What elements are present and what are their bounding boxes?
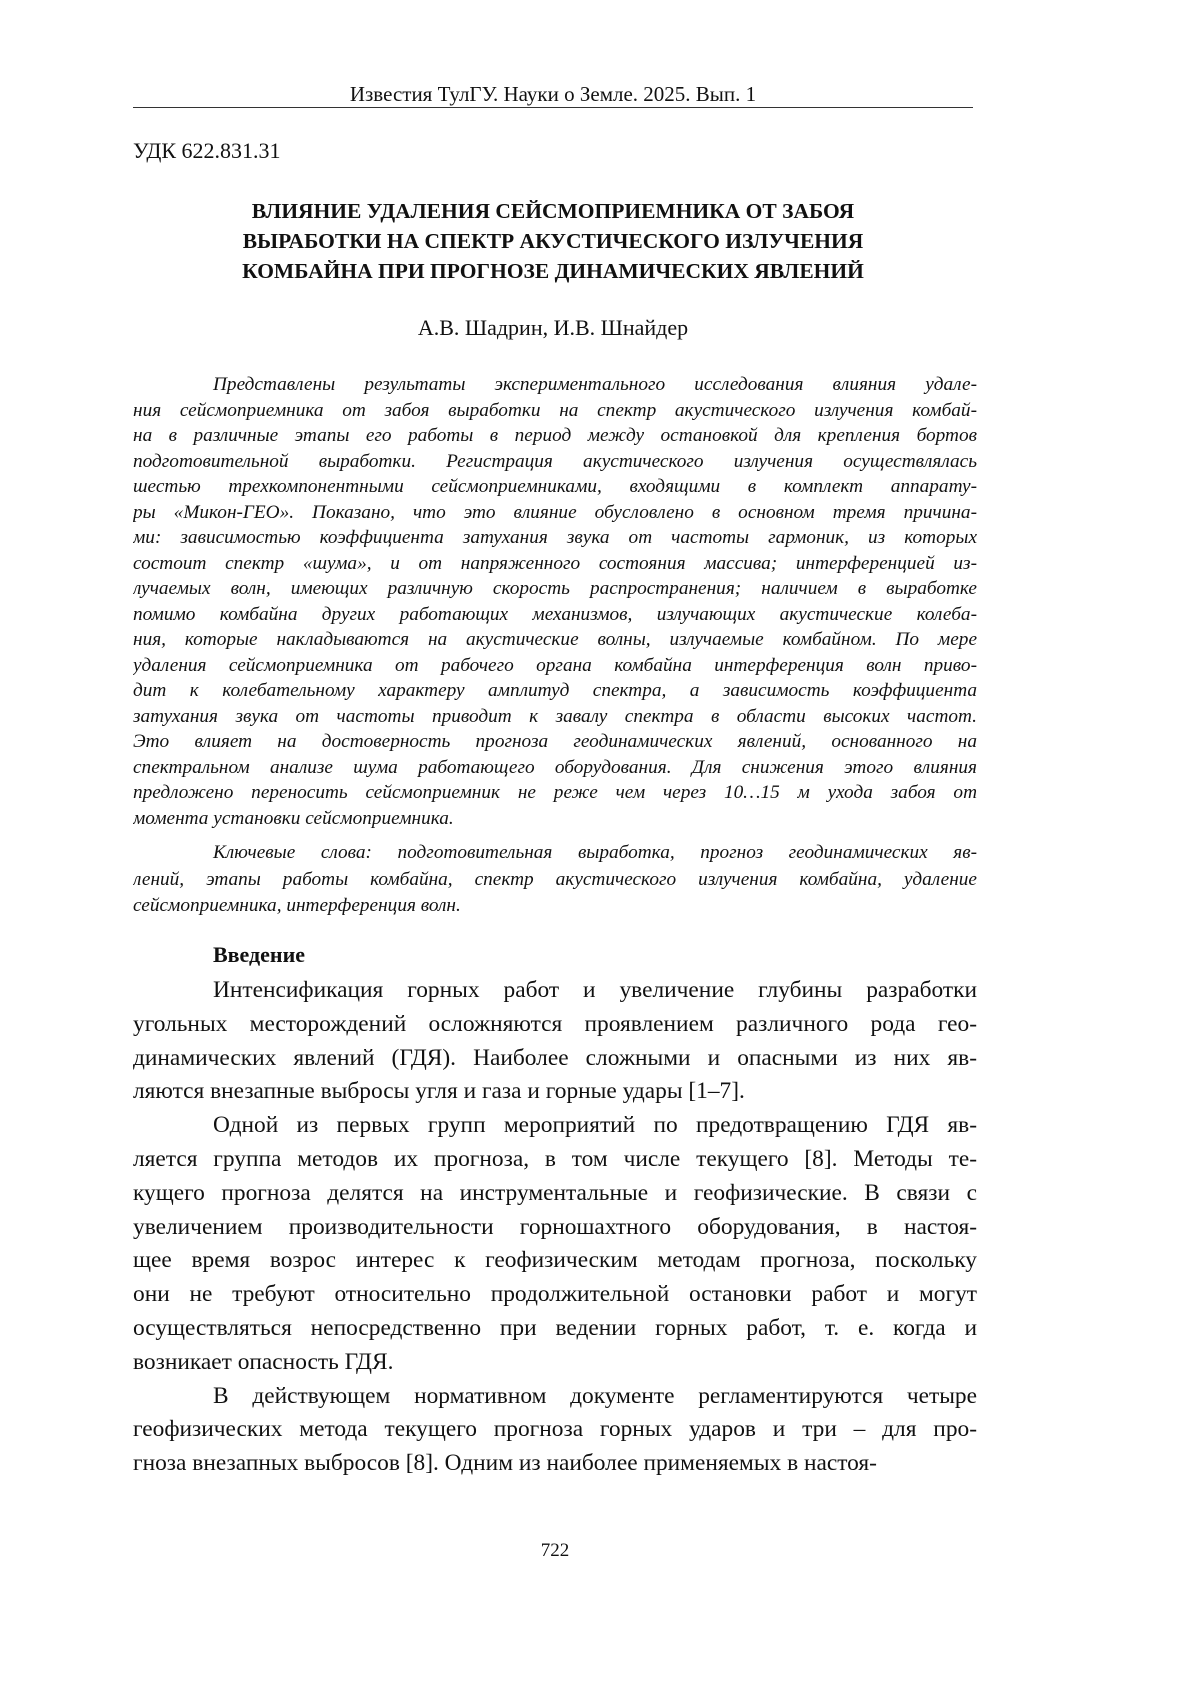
- abstract-line: Это влияет на достоверность прогноза геодинамических явлений, основанного на: [133, 731, 977, 752]
- paragraph: [133, 1109, 977, 1379]
- running-header: Известия ТулГУ. Науки о Земле. 2025. Вып. 1: [349, 82, 757, 106]
- abstract-line: ния сейсмоприемника от забоя выработки на спектр акустического излучения комбай-: [133, 399, 977, 421]
- abstract-line: Представлены результаты экспериментального исследования влияния удале-: [213, 374, 977, 395]
- paragraph: [133, 1380, 977, 1481]
- paragraph: [133, 974, 977, 1109]
- page-number: 722: [540, 1540, 570, 1561]
- paragraph-line: кущего прогноза делятся на инструментальные и геофизические. В связи с: [133, 1179, 977, 1206]
- title-line: ВЫРАБОТКИ НА СПЕКТР АКУСТИЧЕСКОГО ИЗЛУЧЕНИЯ: [242, 229, 864, 253]
- title-line: ВЛИЯНИЕ УДАЛЕНИЯ СЕЙСМОПРИЕМНИКА ОТ ЗАБОЯ: [251, 199, 855, 223]
- paragraph-line: они не требуют относительно продолжительной остановки работ и могут: [133, 1281, 977, 1308]
- authors: А.В. Шадрин, И.В. Шнайдер: [417, 315, 689, 340]
- abstract-line: ми: зависимостью коэффициента затухания звука от частоты гармоник, из которых: [133, 527, 977, 548]
- paragraph-line: ляются внезапные выбросы угля и газа и горные удары [1–7].: [133, 1078, 745, 1105]
- abstract-line: состоит спектр «шума», и от напряженного состояния массива; интерференцией из-: [133, 552, 977, 574]
- abstract-line: затухания звука от частоты приводит к завалу спектра в области высоких частот.: [133, 705, 977, 727]
- abstract-line: удаления сейсмоприемника от рабочего органа комбайна интерференция волн приво-: [133, 654, 977, 676]
- abstract: [133, 372, 977, 831]
- abstract-line: на в различные этапы его работы в период между остановкой для крепления бортов: [133, 425, 977, 446]
- article-title: [133, 196, 973, 286]
- abstract-line: ния, которые накладываются на акустические волны, излучаемые комбайном. По мере: [133, 629, 977, 650]
- abstract-line: предложено переносить сейсмоприемник не реже чем через 10…15 м ухода забоя от: [133, 782, 977, 803]
- abstract-line: шестью трехкомпонентными сейсмоприемниками, входящими в комплект аппарату-: [133, 476, 977, 497]
- title-line: КОМБАЙНА ПРИ ПРОГНОЗЕ ДИНАМИЧЕСКИХ ЯВЛЕНИЙ: [242, 259, 864, 283]
- keywords: [133, 840, 977, 920]
- body-text: [133, 974, 977, 1481]
- udk-code: УДК 622.831.31: [133, 138, 281, 163]
- paragraph-line: ляется группа методов их прогноза, в том числе текущего [8]. Методы те-: [133, 1145, 977, 1172]
- abstract-line: момента установки сейсмоприемника.: [133, 807, 454, 829]
- abstract-line: помимо комбайна других работающих механизмов, излучающих акустические колеба-: [133, 603, 977, 625]
- abstract-line: дит к колебательному характеру амплитуд спектра, а зависимость коэффициента: [133, 680, 977, 701]
- keywords-line: сейсмоприемника, интерференция волн.: [133, 895, 461, 916]
- paragraph-line: увеличением производительности горношахтного оборудования, в настоя-: [133, 1213, 977, 1240]
- paragraph-line: геофизических метода текущего прогноза горных ударов и три – для про-: [133, 1416, 977, 1443]
- abstract-line: лучаемых волн, имеющих различную скорость распространения; наличием в выработке: [133, 578, 977, 599]
- abstract-line: подготовительной выработки. Регистрация акустического излучения осуществлялась: [133, 450, 977, 472]
- paragraph-line: угольных месторождений осложняются проявлением различного рода гео-: [133, 1010, 977, 1037]
- paragraph-line: Одной из первых групп мероприятий по предотвращению ГДЯ яв-: [213, 1112, 977, 1139]
- paragraph-line: гноза внезапных выбросов [8]. Одним из наиболее применяемых в настоя-: [133, 1450, 877, 1477]
- keywords-line: лений, этапы работы комбайна, спектр акустического излучения комбайна, удаление: [133, 868, 977, 890]
- paragraph-line: щее время возрос интерес к геофизическим методам прогноза, поскольку: [133, 1247, 977, 1274]
- header-divider: [133, 107, 973, 108]
- paragraph-line: динамических явлений (ГДЯ). Наиболее сложными и опасными из них яв-: [133, 1044, 977, 1071]
- paragraph-line: В действующем нормативном документе регламентируются четыре: [213, 1382, 977, 1409]
- paragraph-line: возникает опасность ГДЯ.: [133, 1348, 394, 1375]
- paragraph-line: осуществляться непосредственно при ведении горных работ, т. е. когда и: [133, 1314, 977, 1341]
- paragraph-line: Интенсификация горных работ и увеличение глубины разработки: [213, 977, 977, 1003]
- section-heading-introduction: Введение: [213, 942, 306, 967]
- keywords-line: Ключевые слова: подготовительная выработка, прогноз геодинамических яв-: [213, 842, 977, 863]
- abstract-line: спектральном анализе шума работающего оборудования. Для снижения этого влияния: [133, 756, 977, 778]
- abstract-line: ры «Микон-ГЕО». Показано, что это влияние обусловлено в основном тремя причина-: [133, 501, 977, 523]
